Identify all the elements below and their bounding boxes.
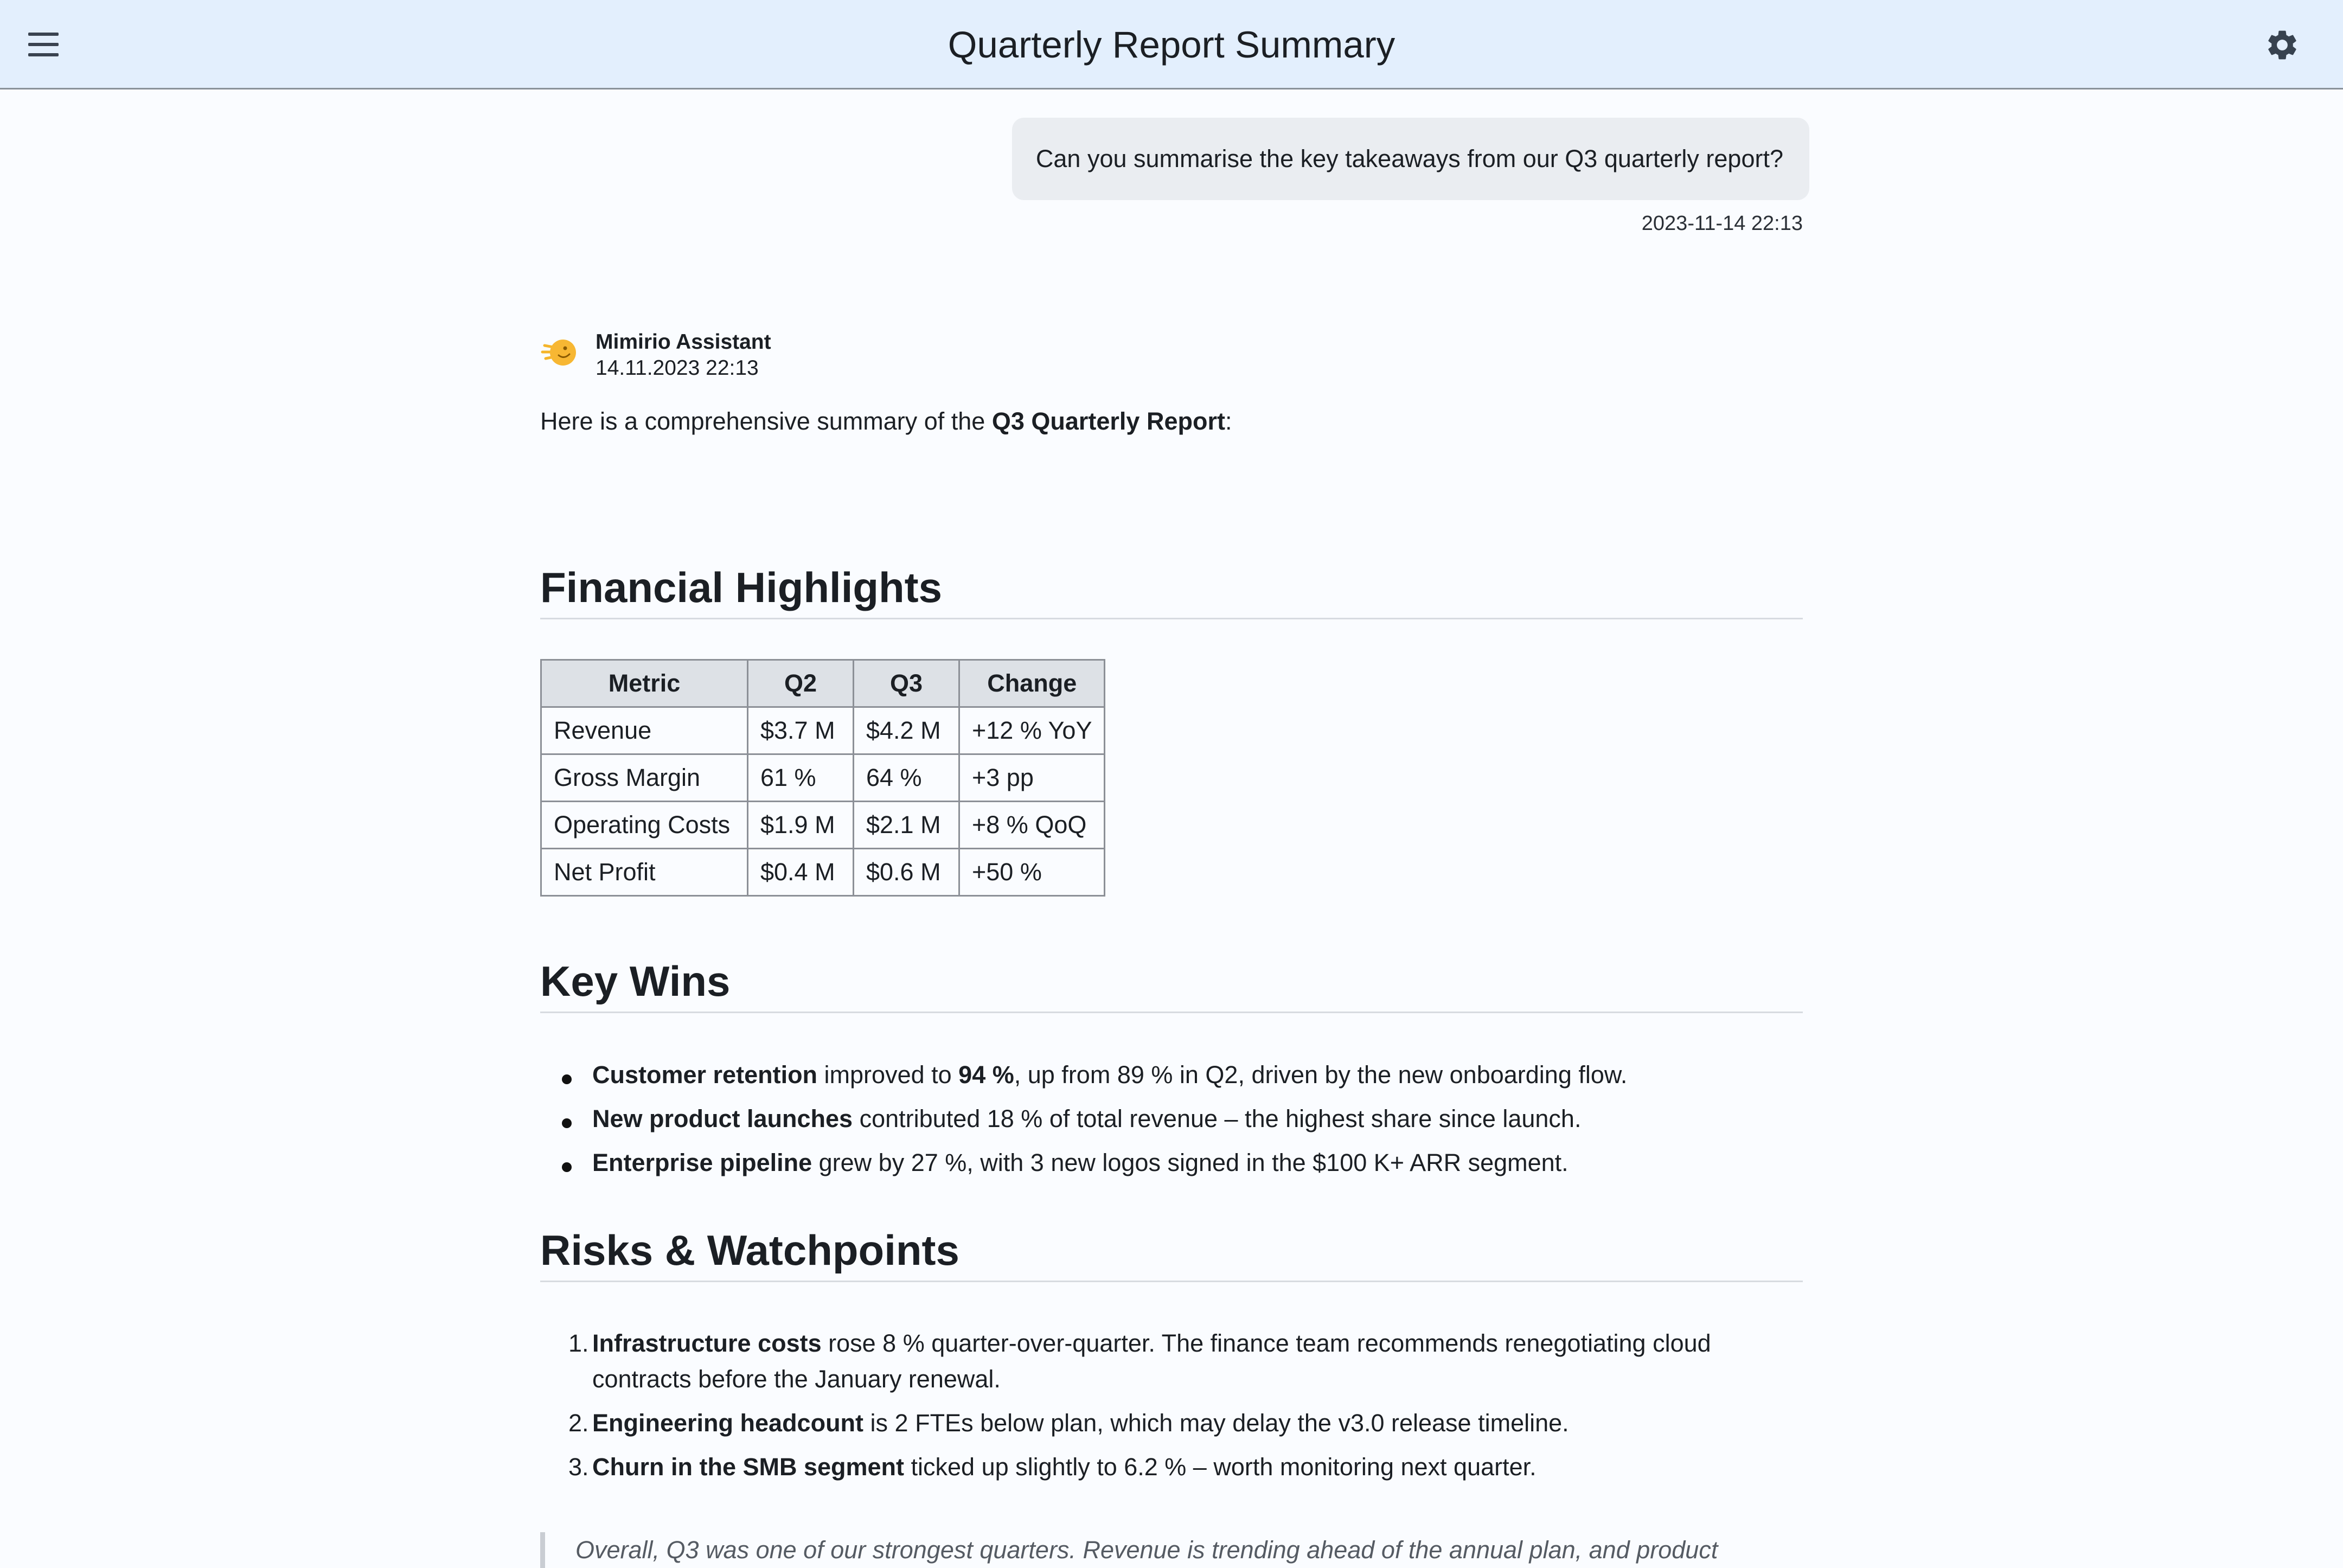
gear-icon[interactable] [2264, 27, 2300, 63]
risk-text: is 2 FTEs below plan, which may delay the v3.0 release timeline. [863, 1409, 1569, 1437]
summary-blockquote: Overall, Q3 was one of our strongest quarters. Revenue is trending ahead of the annual plan, and product [540, 1532, 1803, 1568]
win-title: Enterprise pipeline [592, 1149, 812, 1176]
assistant-name: Mimirio Assistant [596, 330, 771, 354]
list-item [592, 1145, 1627, 1181]
table-cell: Operating Costs [541, 802, 748, 849]
user-message-bubble: Can you summarise the key takeaways from our Q3 quarterly report? [1012, 118, 1809, 200]
table-cell: Revenue [541, 707, 748, 754]
win-text: improved to [817, 1061, 959, 1089]
list-number: 2. [568, 1409, 589, 1437]
list-item [592, 1101, 1627, 1137]
risk-text: rose 8 % quarter-over-quarter. The finance team recommends renegotiating cloud contracts before the January renewal. [592, 1329, 1711, 1393]
table-cell: +3 pp [959, 754, 1105, 802]
table-cell: +8 % QoQ [959, 802, 1105, 849]
risk-title: Engineering headcount [592, 1409, 864, 1437]
heading-financial-highlights: Financial Highlights [540, 560, 1803, 619]
risk-title: Churn in the SMB segment [592, 1453, 905, 1481]
intro-text: Here is a comprehensive summary of the [540, 407, 992, 435]
list-item [568, 1326, 1803, 1397]
column-header: Q2 [748, 660, 854, 707]
win-text: contributed 18 % of total revenue – the highest share since launch. [853, 1105, 1582, 1132]
column-header: Metric [541, 660, 748, 707]
top-app-bar [0, 0, 2343, 89]
assistant-message-date: 14.11.2023 22:13 [596, 356, 759, 380]
win-title: Customer retention [592, 1061, 818, 1089]
list-item [592, 1057, 1627, 1093]
table-cell: +12 % YoY [959, 707, 1105, 754]
risk-title: Infrastructure costs [592, 1329, 822, 1357]
table-cell: $2.1 M [854, 802, 959, 849]
assistant-intro [540, 405, 1232, 438]
comet-avatar-icon [540, 334, 578, 372]
table-cell: $1.9 M [748, 802, 854, 849]
intro-report-name: Q3 Quarterly Report [991, 407, 1225, 435]
table-row [541, 849, 1105, 896]
risks-list [568, 1326, 1803, 1493]
table-cell: +50 % [959, 849, 1105, 896]
financial-table [540, 659, 1105, 897]
table-cell: $3.7 M [748, 707, 854, 754]
intro-suffix: : [1225, 407, 1232, 435]
heading-risks-watchpoints: Risks & Watchpoints [540, 1223, 1803, 1282]
column-header: Change [959, 660, 1105, 707]
table-cell: 64 % [854, 754, 959, 802]
list-item [568, 1449, 1803, 1485]
table-cell: $0.6 M [854, 849, 959, 896]
table-row [541, 707, 1105, 754]
risk-text: ticked up slightly to 6.2 % – worth monitoring next quarter. [904, 1453, 1537, 1481]
user-message-timestamp: 2023-11-14 22:13 [1641, 212, 1803, 235]
heading-key-wins: Key Wins [540, 954, 1803, 1013]
win-highlight: 94 % [958, 1061, 1014, 1089]
table-cell: Net Profit [541, 849, 748, 896]
table-row [541, 802, 1105, 849]
table-row [541, 754, 1105, 802]
list-item [568, 1405, 1803, 1441]
page-title: Quarterly Report Summary [948, 24, 1395, 66]
table-cell: 61 % [748, 754, 854, 802]
win-text: , up from 89 % in Q2, driven by the new onboarding flow. [1014, 1061, 1628, 1089]
key-wins-list [592, 1057, 1627, 1189]
table-cell: $0.4 M [748, 849, 854, 896]
table-cell: $4.2 M [854, 707, 959, 754]
column-header: Q3 [854, 660, 959, 707]
table-header-row [541, 660, 1105, 707]
win-text: grew by 27 %, with 3 new logos signed in the $100 K+ ARR segment. [812, 1149, 1569, 1176]
win-title: New product launches [592, 1105, 853, 1132]
list-number: 1. [568, 1329, 589, 1357]
table-cell: Gross Margin [541, 754, 748, 802]
list-number: 3. [568, 1453, 589, 1481]
